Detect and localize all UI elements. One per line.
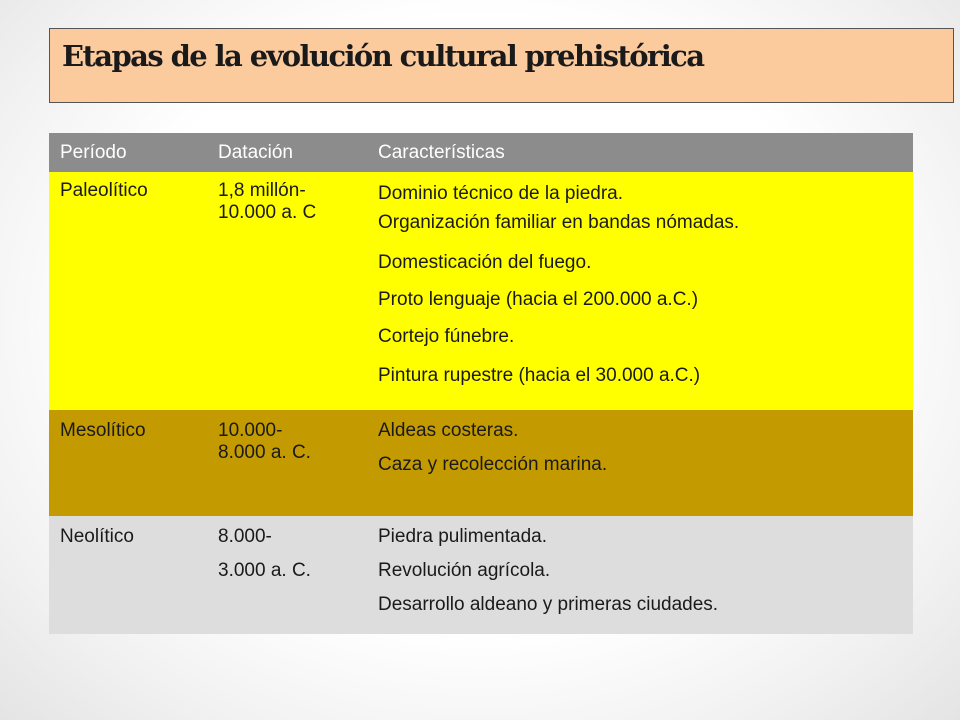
feature-item: Organización familiar en bandas nómadas. [378, 212, 740, 233]
period-cell: Paleolítico [60, 180, 148, 201]
table-header [49, 133, 913, 172]
dating-line: 8.000 a. C. [218, 442, 311, 463]
prehistory-table [49, 133, 913, 634]
feature-item: Revolución agrícola. [378, 560, 551, 581]
feature-item: Cortejo fúnebre. [378, 326, 515, 347]
table-row-mesolithic [49, 410, 913, 516]
dating-line: 3.000 a. C. [218, 560, 311, 581]
feature-item: Aldeas costeras. [378, 420, 519, 441]
title-box [49, 28, 954, 103]
dating-line: 10.000 a. C [218, 202, 317, 223]
period-cell: Neolítico [60, 526, 134, 547]
feature-item: Domesticación del fuego. [378, 252, 592, 273]
table-row-neolithic [49, 516, 913, 634]
period-cell: Mesolítico [60, 420, 146, 441]
dating-cell [218, 180, 368, 224]
feature-item: Dominio técnico de la piedra. [378, 183, 624, 204]
header-dating: Datación [218, 142, 293, 163]
header-features: Características [378, 142, 505, 163]
feature-item: Piedra pulimentada. [378, 526, 547, 547]
table-row-paleolithic [49, 172, 913, 410]
slide-title: Etapas de la evolución cultural prehistórica [62, 39, 704, 73]
feature-item: Caza y recolección marina. [378, 454, 608, 475]
dating-line: 8.000- [218, 526, 272, 547]
header-period: Período [60, 142, 127, 163]
feature-item: Proto lenguaje (hacia el 200.000 a.C.) [378, 289, 699, 310]
feature-item: Desarrollo aldeano y primeras ciudades. [378, 594, 719, 615]
dating-line: 1,8 millón- [218, 180, 306, 201]
dating-cell [218, 420, 368, 464]
dating-line: 10.000- [218, 420, 283, 441]
feature-item: Pintura rupestre (hacia el 30.000 a.C.) [378, 365, 701, 386]
